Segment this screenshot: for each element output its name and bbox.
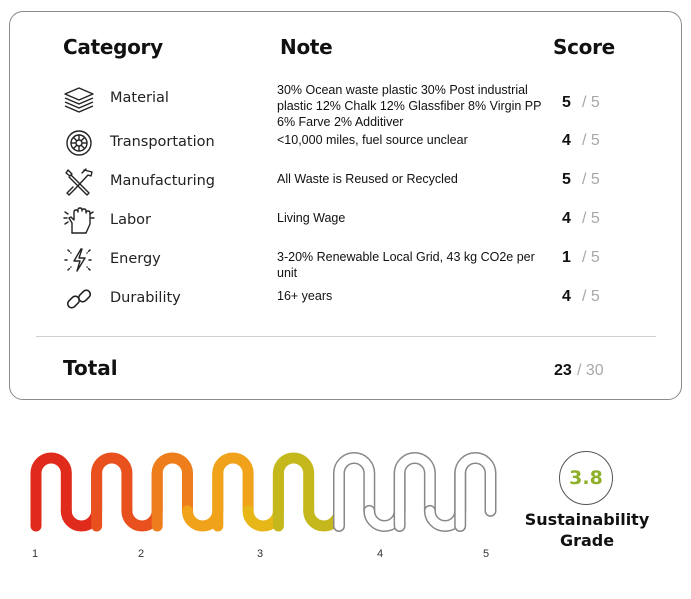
- tools-icon: [62, 167, 96, 197]
- category-row-transportation: [10, 126, 681, 162]
- category-row-durability: [10, 282, 681, 318]
- grade-badge: [559, 451, 613, 505]
- scale-tick-2: 2: [138, 548, 145, 560]
- category-row-energy: [10, 243, 681, 279]
- total-max: / 30: [577, 362, 604, 379]
- category-label: Energy: [110, 251, 161, 267]
- total-label: Total: [63, 356, 118, 380]
- grade-value: 3.8: [569, 467, 603, 489]
- grade-label-line2: Grade: [559, 531, 615, 550]
- category-label: Labor: [110, 212, 152, 228]
- category-label: Durability: [110, 290, 181, 306]
- score-header: Score: [553, 35, 615, 59]
- grade-label-line1: Sustainability: [524, 510, 650, 529]
- score-card: [9, 11, 682, 400]
- total-score: 23: [554, 362, 572, 379]
- raised-hand-icon: [62, 206, 96, 236]
- scale-tick-5: 5: [483, 548, 490, 560]
- note-text: 16+ years: [277, 289, 333, 303]
- score-value: 5: [562, 171, 571, 188]
- scale-tick-3: 3: [257, 548, 264, 560]
- note-text: <10,000 miles, fuel source unclear: [277, 133, 468, 147]
- lightning-icon: [62, 245, 96, 275]
- score-max: / 5: [582, 171, 600, 188]
- score-max: / 5: [582, 249, 600, 266]
- score-max: / 5: [582, 94, 600, 111]
- score-max: / 5: [582, 210, 600, 227]
- score-value: 4: [562, 132, 571, 149]
- category-label: Manufacturing: [110, 173, 215, 189]
- category-header: Category: [63, 35, 163, 59]
- note-text: 30% Ocean waste plastic 30% Post industrial plastic 12% Chalk 12% Glassfiber 8% Virgin PP 6% Farve 2% Additiver: [277, 83, 542, 129]
- category-label: Transportation: [110, 134, 215, 150]
- category-row-manufacturing: [10, 165, 681, 201]
- score-max: / 5: [582, 288, 600, 305]
- layers-icon: [62, 84, 96, 114]
- grade-label: [521, 509, 653, 551]
- score-max: / 5: [582, 132, 600, 149]
- category-row-material: [10, 82, 681, 129]
- note-header: Note: [280, 35, 333, 59]
- score-value: 5: [562, 94, 571, 111]
- note-text: Living Wage: [277, 211, 346, 225]
- scale-tick-4: 4: [377, 548, 384, 560]
- chain-link-icon: [62, 284, 96, 314]
- score-value: 1: [562, 249, 571, 266]
- note-text: 3-20% Renewable Local Grid, 43 kg CO2e per unit: [277, 250, 535, 280]
- divider: [36, 336, 656, 337]
- note-text: All Waste is Reused or Recycled: [277, 172, 458, 186]
- scale-tick-1: 1: [32, 548, 39, 560]
- category-row-labor: [10, 204, 681, 240]
- score-value: 4: [562, 288, 571, 305]
- score-value: 4: [562, 210, 571, 227]
- category-label: Material: [110, 90, 169, 106]
- tire-icon: [62, 128, 96, 158]
